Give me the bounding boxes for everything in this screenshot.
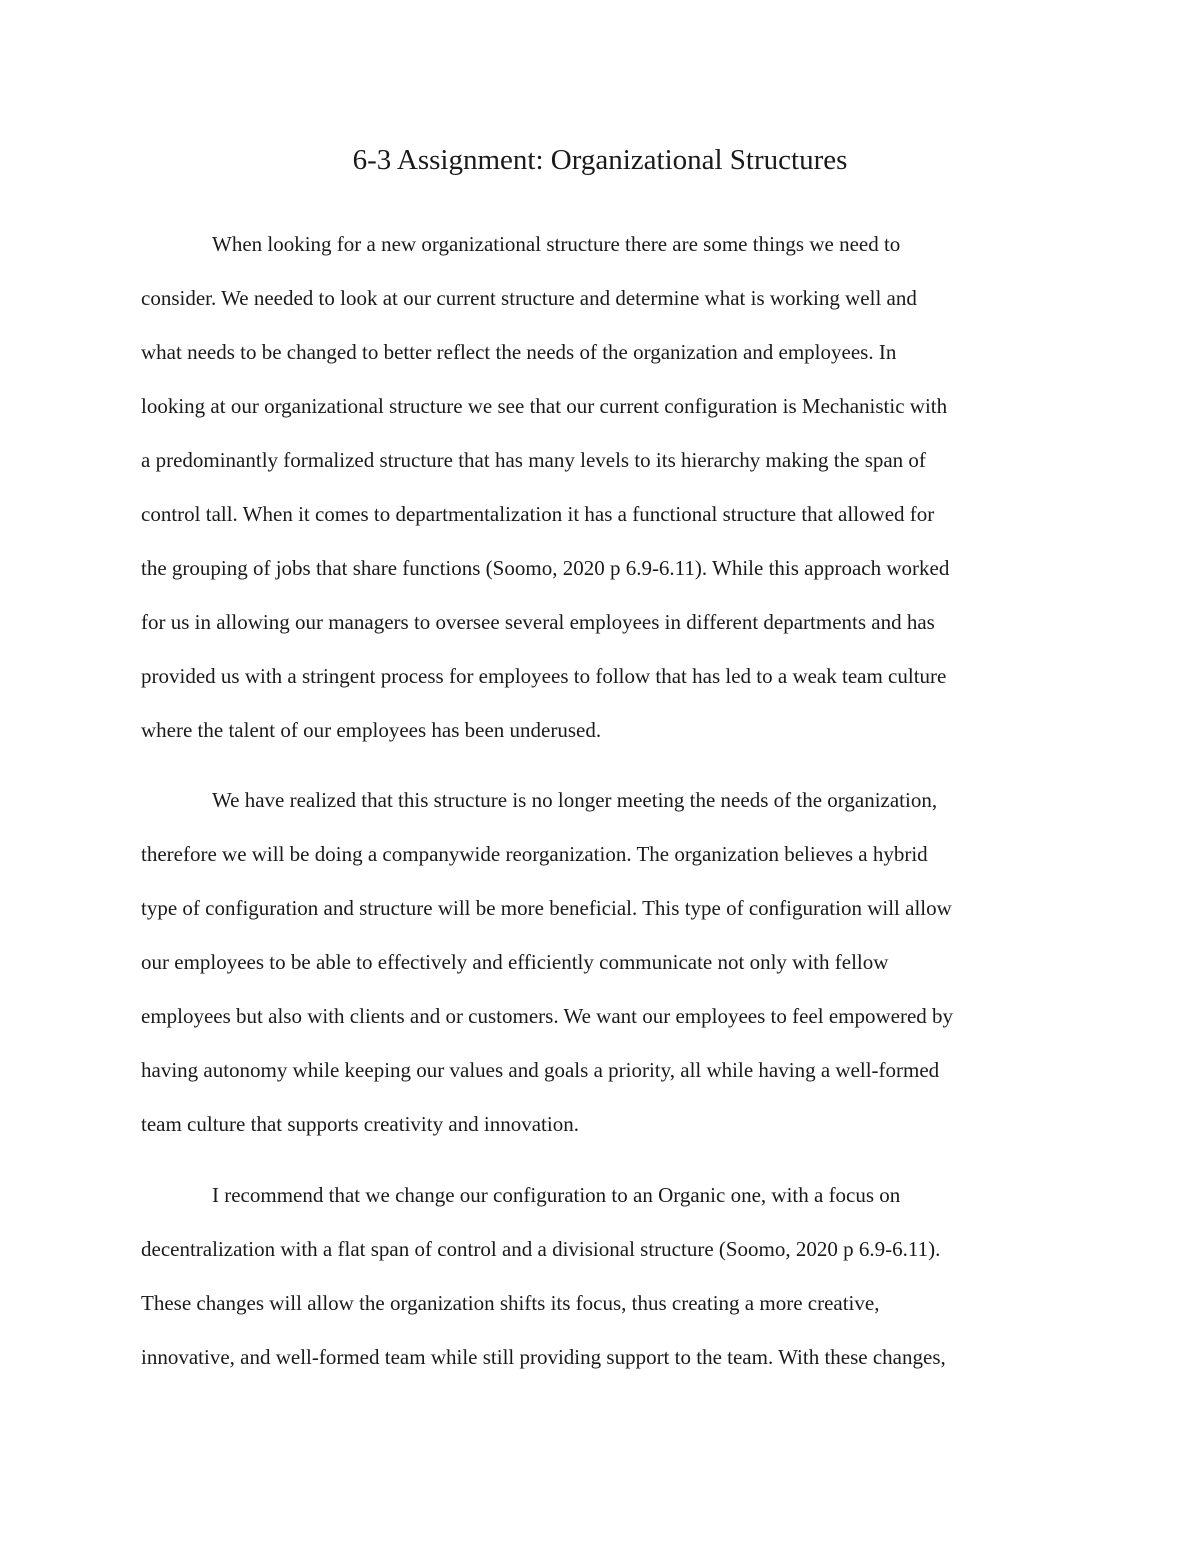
document-title: 6-3 Assignment: Organizational Structures [352,144,848,176]
paragraph-1-line-8: for us in allowing our managers to oversee several employees in different departments and has [141,610,935,634]
paragraph-1-line-10: where the talent of our employees has been underused. [141,718,602,742]
paragraph-1-line-5: a predominantly formalized structure that has many levels to its hierarchy making the span of [141,448,926,472]
paragraph-1-line-9: provided us with a stringent process for employees to follow that has led to a weak team culture [141,664,947,688]
paragraph-1-line-4: looking at our organizational structure we see that our current configuration is Mechanistic with [141,394,948,418]
paragraph-2-line-3: type of configuration and structure will be more beneficial. This type of configuration will allow [141,896,952,920]
paragraph-3-line-3: These changes will allow the organization shifts its focus, thus creating a more creative, [141,1291,880,1315]
paragraph-2-line-6: having autonomy while keeping our values and goals a priority, all while having a well-formed [141,1058,940,1082]
paragraph-1-line-6: control tall. When it comes to departmentalization it has a functional structure that allowed for [141,502,935,526]
paragraph-1-line-1: When looking for a new organizational structure there are some things we need to [212,232,901,256]
paragraph-3-line-1: I recommend that we change our configuration to an Organic one, with a focus on [212,1183,901,1207]
paragraph-2-line-7: team culture that supports creativity and innovation. [141,1112,579,1136]
paragraph-2-line-1: We have realized that this structure is no longer meeting the needs of the organization, [212,788,938,812]
paragraph-3-line-2: decentralization with a flat span of control and a divisional structure (Soomo, 2020 p 6.9-6.11). [141,1237,941,1261]
paragraph-2-line-2: therefore we will be doing a companywide reorganization. The organization believes a hybrid [141,842,928,866]
paragraph-2-line-5: employees but also with clients and or customers. We want our employees to feel empowered by [141,1004,954,1028]
paragraph-1-line-3: what needs to be changed to better reflect the needs of the organization and employees. In [141,340,897,364]
paragraph-1-line-2: consider. We needed to look at our current structure and determine what is working well and [141,286,917,310]
paragraph-2-line-4: our employees to be able to effectively and efficiently communicate not only with fellow [141,950,889,974]
paragraph-3-line-4: innovative, and well-formed team while still providing support to the team. With these changes, [141,1345,946,1369]
paragraph-1-line-7: the grouping of jobs that share functions (Soomo, 2020 p 6.9-6.11). While this approach worked [141,556,950,580]
